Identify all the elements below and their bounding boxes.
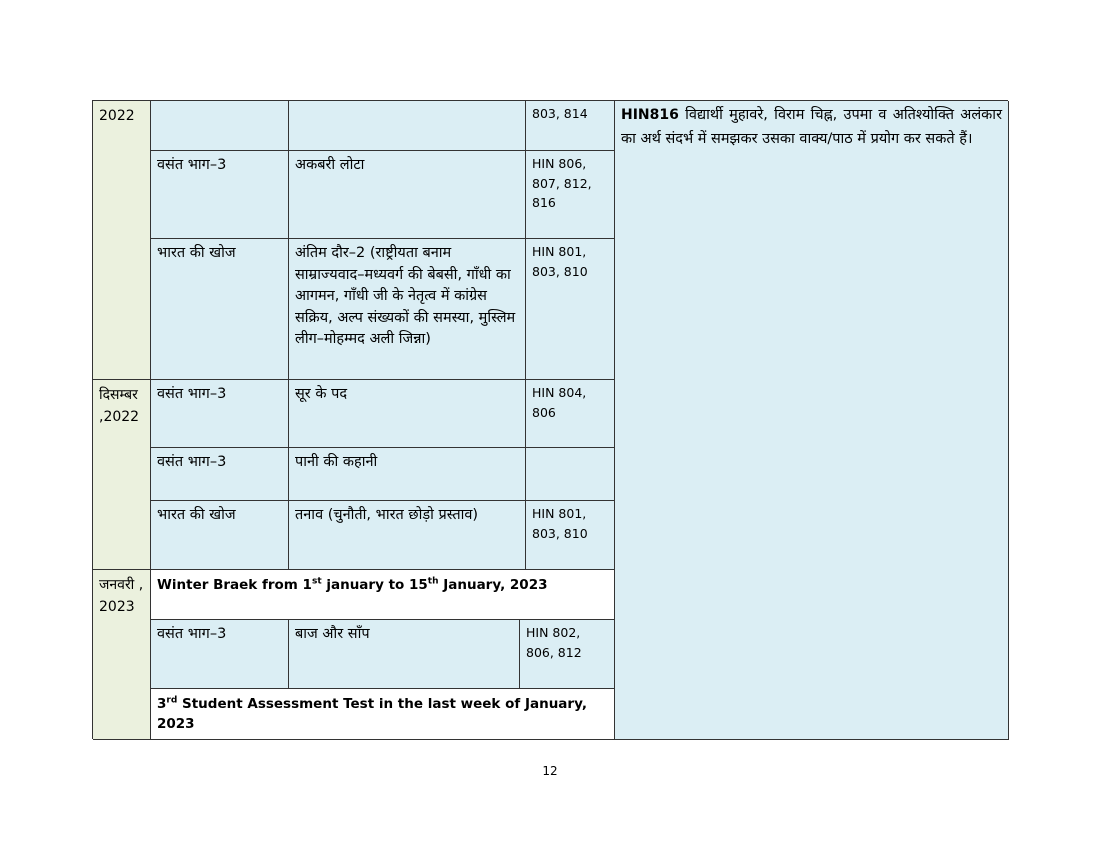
code-cell: HIN 806, 807, 812, 816 xyxy=(526,151,615,239)
code-cell xyxy=(526,448,615,501)
code-cell: HIN 804, 806 xyxy=(526,380,615,448)
code-cell: HIN 801, 803, 810 xyxy=(526,501,615,570)
chapter-cell xyxy=(289,101,526,151)
winter-break-note: Winter Braek from 1st january to 15th January, 2023 xyxy=(151,570,615,620)
month-cell-2022 xyxy=(93,101,151,380)
syllabus-table xyxy=(92,100,1008,739)
month-cell-december xyxy=(93,380,151,570)
month-label: जनवरी , 2023 xyxy=(99,577,144,615)
chapter-cell: तनाव (चुनौती, भारत छोड़ो प्रस्ताव) xyxy=(289,501,526,570)
month-label: दिसम्बर ,2022 xyxy=(99,387,140,425)
code-cell: 803, 814 xyxy=(526,101,615,151)
chapter-cell: अकबरी लोटा xyxy=(289,151,526,239)
assessment-test-note: 3rd Student Assessment Test in the last week of January, 2023 xyxy=(151,689,615,740)
outcome-text: विद्यार्थी मुहावरे, विराम चिह्न, उपमा व अतिश्योक्ति अलंकार का अर्थ संदर्भ में समझकर उसका वाक्य/पाठ में प्रयोग कर सकते हैं। xyxy=(621,107,1002,147)
page-number: 12 xyxy=(542,764,558,778)
chapter-cell: बाज और साँप xyxy=(289,620,520,688)
chapter-code-group xyxy=(289,620,615,689)
learning-outcome-cell xyxy=(615,101,1009,740)
book-cell: भारत की खोज xyxy=(151,501,289,570)
book-cell: वसंत भाग–3 xyxy=(151,620,289,689)
book-cell: वसंत भाग–3 xyxy=(151,448,289,501)
book-cell: भारत की खोज xyxy=(151,239,289,380)
chapter-cell: अंतिम दौर–2 (राष्ट्रीयता बनाम साम्राज्यवाद–मध्यवर्ग की बेबसी, गाँधी का आगमन, गाँधी जी के नेतृत्व में कांग्रेस सक्रिय, अल्प संख्यकों की समस्या, मुस्लिम लीग–मोहम्मद अली जिन्ना) xyxy=(289,239,526,380)
book-cell: वसंत भाग–3 xyxy=(151,380,289,448)
month-label: 2022 xyxy=(99,108,135,124)
book-cell: वसंत भाग–3 xyxy=(151,151,289,239)
code-cell: HIN 801, 803, 810 xyxy=(526,239,615,380)
month-cell-january xyxy=(93,570,151,740)
chapter-cell: सूर के पद xyxy=(289,380,526,448)
chapter-cell: पानी की कहानी xyxy=(289,448,526,501)
code-cell: HIN 802, 806, 812 xyxy=(526,625,582,660)
book-cell xyxy=(151,101,289,151)
outcome-code: HIN816 xyxy=(621,107,679,123)
